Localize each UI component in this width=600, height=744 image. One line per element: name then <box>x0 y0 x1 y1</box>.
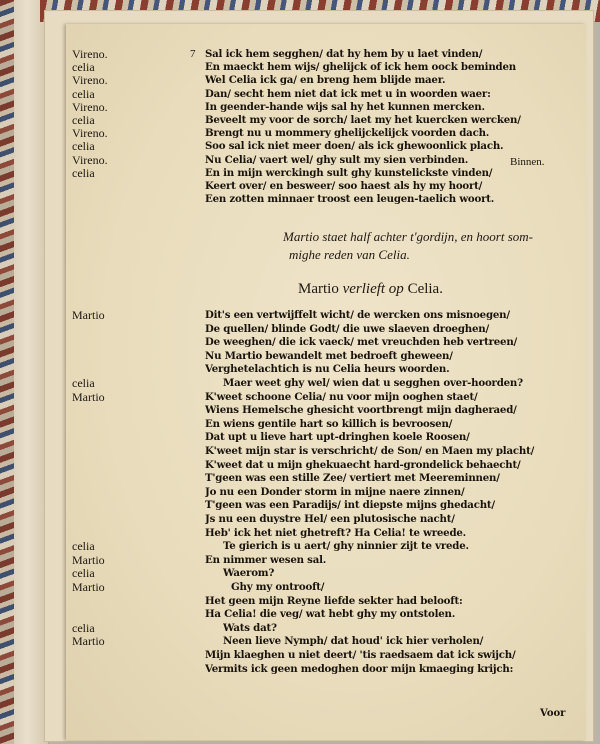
stage-direction-line-2: mighe reden van Celia. <box>289 247 410 262</box>
speaker-name: Martio <box>72 389 105 404</box>
dialogue-line: Heb' ick het niet ghetreft? Ha Celia! te wreede. <box>205 526 467 539</box>
speaker-name: celia <box>72 60 95 75</box>
speaker-name: Martio <box>72 308 105 322</box>
dialogue-line: K'weet dat u mijn ghekuaecht hard-grondelick behaecht/ <box>205 458 521 471</box>
speaker-name: Vireno. <box>72 126 108 141</box>
stage-direction <box>283 228 583 264</box>
speaker-name: Vireno. <box>72 73 108 88</box>
dialogue-line: Js nu een duystre Hel/ een plutosische nacht/ <box>205 513 455 525</box>
dialogue-line: Wiens Hemelsche ghesicht voortbrengt mijn dagheraed/ <box>205 404 517 417</box>
dialogue-line: Een zotten minnaer troost een leugen-taelich woort. <box>205 193 495 206</box>
speaker-name: celia <box>72 139 95 154</box>
dialogue-line: Dan/ secht hem niet dat ick met u in woorden waer: <box>205 87 491 100</box>
speaker-name: celia <box>72 376 95 390</box>
dialogue-line: Maer weet ghy wel/ wien dat u segghen over-hoorden? <box>223 377 523 389</box>
dialogue-line: T'geen was een stille Zee/ vertiert met Meereminnen/ <box>205 472 500 485</box>
dialogue-line: Vermits ick geen medoghen door mijn kmaeging krijch: <box>205 662 514 675</box>
dialogue-line: T'geen was een Paradijs/ int diepste mijns ghedacht/ <box>205 499 495 512</box>
speaker-name: Martio <box>72 580 105 594</box>
dialogue-line: K'weet schoone Celia/ nu voor mijn ooghen staet/ <box>205 390 478 403</box>
dialogue-line: Het geen mijn Reyne liefde sekter had belooft: <box>205 594 463 607</box>
dialogue-line: De weeghen/ die ick vaeck/ met vreuchden heb vertreen/ <box>205 336 518 349</box>
dialogue-line: En in mijn werckingh sult ghy kunstelickste vinden/ <box>205 166 493 179</box>
dialogue-line: Dat upt u lieve hart upt-dringhen koele Roosen/ <box>205 431 470 444</box>
dialogue-line: En nimmer wesen sal. <box>205 553 327 566</box>
dialogue-line: En maeckt hem wijs/ ghelijck of ick hem oock beminden <box>205 61 516 74</box>
dialogue-line: Beveelt my voor de sorch/ laet my het kuercken wercken/ <box>205 114 521 126</box>
speaker-name: Martio <box>72 634 105 649</box>
dialogue-line: Neen lieve Nymph/ dat houd' ick hier verholen/ <box>223 635 484 648</box>
heading-name-martio: Martio <box>298 281 339 297</box>
speaker-name: celia <box>72 165 95 180</box>
catchword: Voor <box>540 708 566 719</box>
speaker-name: Martio <box>72 552 105 567</box>
dialogue-line: Wats dat? <box>223 621 277 634</box>
speaker-name: Vireno. <box>72 99 108 114</box>
dialogue-line: Nu Celia/ vaert wel/ ghy sult my sien verbinden. <box>205 153 469 166</box>
dialogue-line: K'weet mijn star is verschricht/ de Son/ en Maen my placht/ <box>205 445 535 457</box>
speaker-name: celia <box>72 566 95 581</box>
dialogue-line: In geender-hande wijs sal hy het kunnen mercken. <box>205 100 485 113</box>
dialogue-line: En wiens gentile hart so killich is bevroosen/ <box>205 417 453 430</box>
dialogue-line: De quellen/ blinde Godt/ die uwe slaeven droeghen/ <box>205 322 489 335</box>
dialogue-line: Wel Celia ick ga/ en breng hem blijde maer. <box>205 74 446 87</box>
dialogue-line: Verghetelachtich is nu Celia heurs woorden. <box>205 363 450 376</box>
speaker-name: celia <box>72 113 95 127</box>
dialogue-line: Brengt nu u mommery ghelijckelijck voorden dach. <box>205 127 490 140</box>
speaker-mark: 7 <box>190 48 196 60</box>
dialogue-line: Nu Martio bewandelt met bedroeft gheween/ <box>205 349 453 362</box>
speaker-name: celia <box>72 539 95 554</box>
heading-name-celia: Celia. <box>407 281 443 297</box>
scene-heading <box>298 281 443 298</box>
dialogue-line: Te gierich is u aert/ ghy ninnier zijt te vrede. <box>223 540 469 553</box>
dialogue-line: Waerom? <box>223 567 275 580</box>
dialogue-line: Ha Celia! die veg/ wat hebt ghy my ontstolen. <box>205 608 456 621</box>
dialogue-line: Jo nu een Donder storm in mijne naere zinnen/ <box>205 485 465 498</box>
speaker-name: Vireno. <box>72 152 108 167</box>
dialogue-line: Mijn klaeghen u niet deert/ 'tis raedsaem dat ick swijch/ <box>205 649 516 661</box>
speaker-name: celia <box>72 86 95 101</box>
dialogue-line: Ghy my ontrooft/ <box>231 581 325 593</box>
side-note-binnen: Binnen. <box>510 156 545 168</box>
dialogue-line: Sal ick hem segghen/ dat hy hem by u laet vinden/ <box>205 48 483 60</box>
speaker-name: celia <box>72 620 95 635</box>
dialogue-line: Keert over/ en besweer/ soo haest als hy my hoort/ <box>205 180 483 192</box>
speaker-name: Vireno. <box>72 47 108 61</box>
dialogue-line: Soo sal ick niet meer doen/ als ick ghewoonlick plach. <box>205 140 504 153</box>
dialogue-line: Dit's een vertwijffelt wicht/ de wercken ons misnoegen/ <box>205 309 510 321</box>
stage-direction-line-1: Martio staet half achter t'gordijn, en hoort som- <box>283 229 534 244</box>
heading-verb: verlieft op <box>342 281 404 297</box>
